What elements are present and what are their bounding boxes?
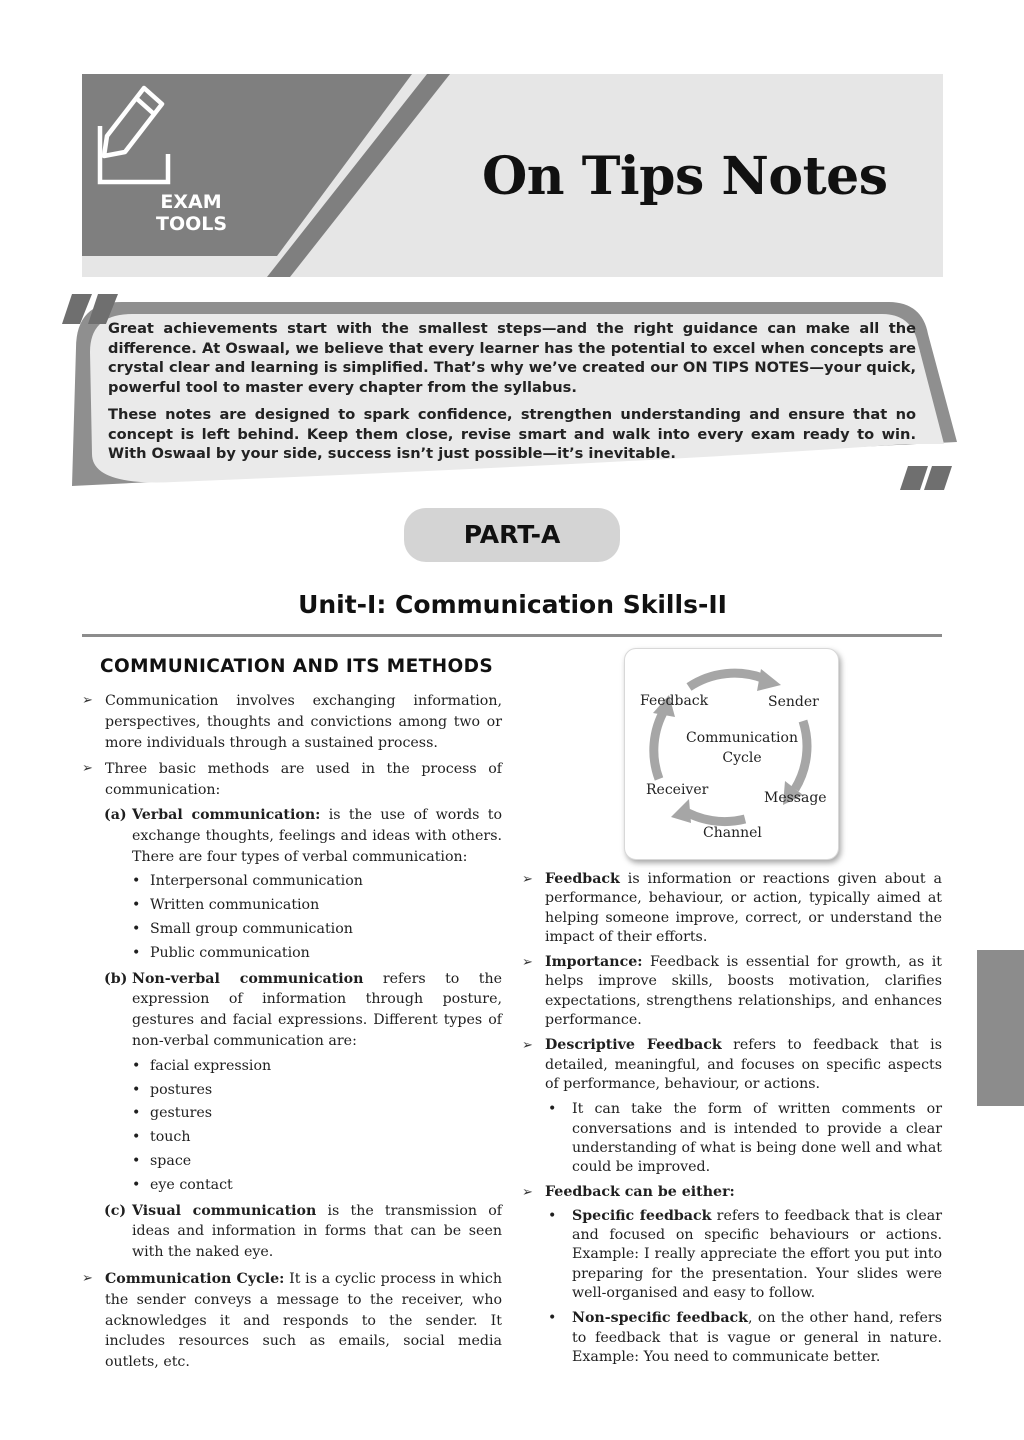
list-item	[82, 919, 502, 940]
method-text: is the use of words to exchange thoughts, feelings and ideas with others. There are four types of verbal communication:	[132, 806, 502, 865]
part-label: PART-A	[404, 508, 620, 562]
cycle-label-channel: Channel	[703, 825, 762, 841]
list-item-text: gestures	[150, 1105, 213, 1122]
list-item	[522, 870, 942, 947]
list-item	[522, 1036, 942, 1094]
list-item-text: It is a cyclic process in which the sender conveys a message to the receiver, who acknowledges it and responds to the sender. It includes resources such as emails, social media outlets, etc.	[105, 1270, 502, 1371]
list-item-text: Small group communication	[150, 920, 353, 937]
list-item	[522, 953, 942, 1030]
list-item	[522, 1207, 942, 1303]
list-item-text: refers to feedback that is detailed, meaningful, and focuses on specific aspects of performance, behaviour, or actions.	[545, 1037, 942, 1092]
list-item	[82, 1080, 502, 1101]
method-label: (c)	[104, 1202, 127, 1219]
intro-paragraph-2: These notes are designed to spark confidence, strengthen understanding and ensure that no concept is left behind. Keep them close, revise smart and walk into every exam ready to win. With Oswaal by your side, success isn’t just possible—it’s inevitable.	[108, 406, 916, 462]
list-item-text: It can take the form of written comments or conversations and is intended to provide a clear understanding of what is being done well and what could be improved.	[572, 1101, 942, 1176]
cycle-center-line-1: Communication	[686, 730, 798, 746]
cycle-label-message: Message	[764, 790, 827, 806]
list-item	[82, 895, 502, 916]
section-title: COMMUNICATION AND ITS METHODS	[100, 656, 494, 677]
list-item	[82, 691, 502, 753]
list-item-text: postures	[150, 1081, 213, 1098]
method-label: (a)	[104, 806, 127, 823]
method-term: Visual communication	[132, 1202, 317, 1219]
exam-tools-label	[156, 191, 226, 235]
brand-line-1: EXAM	[160, 191, 222, 213]
list-item-term: Feedback can be either:	[545, 1184, 735, 1201]
list-item-text: Feedback is essential for growth, as it helps improve skills, boosts motivation, clarifies expectations, strengthens relationships, and enhances performance.	[545, 954, 942, 1029]
right-column	[522, 870, 942, 1373]
list-item	[82, 1269, 502, 1373]
list-item-term: Feedback	[545, 871, 620, 887]
cycle-label-feedback: Feedback	[640, 693, 709, 709]
list-item-text: facial expression	[150, 1057, 272, 1074]
communication-cycle-diagram	[624, 648, 839, 860]
list-item-text: space	[150, 1152, 192, 1169]
list-item-text: eye contact	[150, 1176, 233, 1193]
method-term: Non-verbal communication	[132, 970, 364, 987]
cycle-center-line-2: Cycle	[722, 750, 762, 766]
list-item	[82, 1151, 502, 1172]
list-item-text: touch	[150, 1129, 191, 1146]
intro-text	[108, 319, 916, 472]
left-column	[82, 691, 502, 1379]
unit-title: Unit-I: Communication Skills-II	[298, 590, 727, 619]
list-item-text: Three basic methods are used in the process of communication:	[105, 761, 502, 799]
list-item	[82, 1175, 502, 1196]
list-item-term: Descriptive Feedback	[545, 1037, 722, 1054]
list-item	[82, 943, 502, 964]
cycle-label-receiver: Receiver	[646, 782, 709, 798]
cycle-label-sender: Sender	[768, 694, 819, 710]
method-text: refers to the expression of information through posture, gestures and facial expressions. Different types of non-verbal communication are:	[132, 970, 502, 1049]
list-item	[82, 1056, 502, 1077]
method-visual	[82, 1201, 502, 1263]
list-item-term: Communication Cycle:	[105, 1270, 285, 1287]
list-item-term: Non-specific feedback	[572, 1310, 748, 1327]
list-item	[82, 1103, 502, 1124]
method-term: Verbal communication:	[132, 806, 321, 823]
list-item	[522, 1183, 942, 1202]
list-item-text: Interpersonal communication	[150, 873, 363, 890]
intro-paragraph-1: Great achievements start with the smallest steps—and the right guidance can make all the difference. At Oswaal, we believe that every learner has the potential to excel when concepts are crystal clear and learning is simplified. That’s why we’ve created our ON TIPS NOTES—your quick, powerful tool to master every chapter from the syllabus.	[108, 320, 916, 396]
list-item-text: , on the other hand, refers to feedback that is vague or general in nature. Example: You need to communicate better.	[572, 1310, 942, 1365]
list-item-text: Communication involves exchanging information, perspectives, thoughts and convictions among two or more individuals through a sustained process.	[105, 693, 502, 751]
side-tab-marker	[977, 950, 1024, 1106]
list-item-text: refers to feedback that is clear and focused on specific behaviours or actions. Example: I really appreciate the effort you put into preparing for the presentation. Your slides were well-organised and easy to follow.	[572, 1207, 942, 1301]
method-label: (b)	[104, 970, 128, 987]
list-item	[82, 759, 502, 801]
method-text: is the transmission of ideas and information in forms that can be seen with the naked eye.	[132, 1202, 503, 1261]
unit-divider	[82, 634, 942, 637]
list-item	[522, 1309, 942, 1367]
list-item-text: is information or reactions given about a performance, behaviour, or action, typically aimed at helping someone improve, correct, or understand the impact of their efforts.	[545, 871, 942, 945]
page-title: On Tips Notes	[482, 146, 888, 207]
list-item	[82, 1127, 502, 1148]
list-item-text: Public communication	[150, 944, 310, 961]
list-item	[522, 1100, 942, 1177]
header-banner	[82, 74, 943, 277]
method-nonverbal	[82, 969, 502, 1052]
brand-line-2: TOOLS	[156, 213, 228, 235]
method-verbal	[82, 805, 502, 867]
list-item-text: Written communication	[150, 897, 320, 914]
list-item	[82, 871, 502, 892]
list-item-term: Importance:	[545, 954, 643, 971]
list-item-term: Specific feedback	[572, 1207, 712, 1224]
